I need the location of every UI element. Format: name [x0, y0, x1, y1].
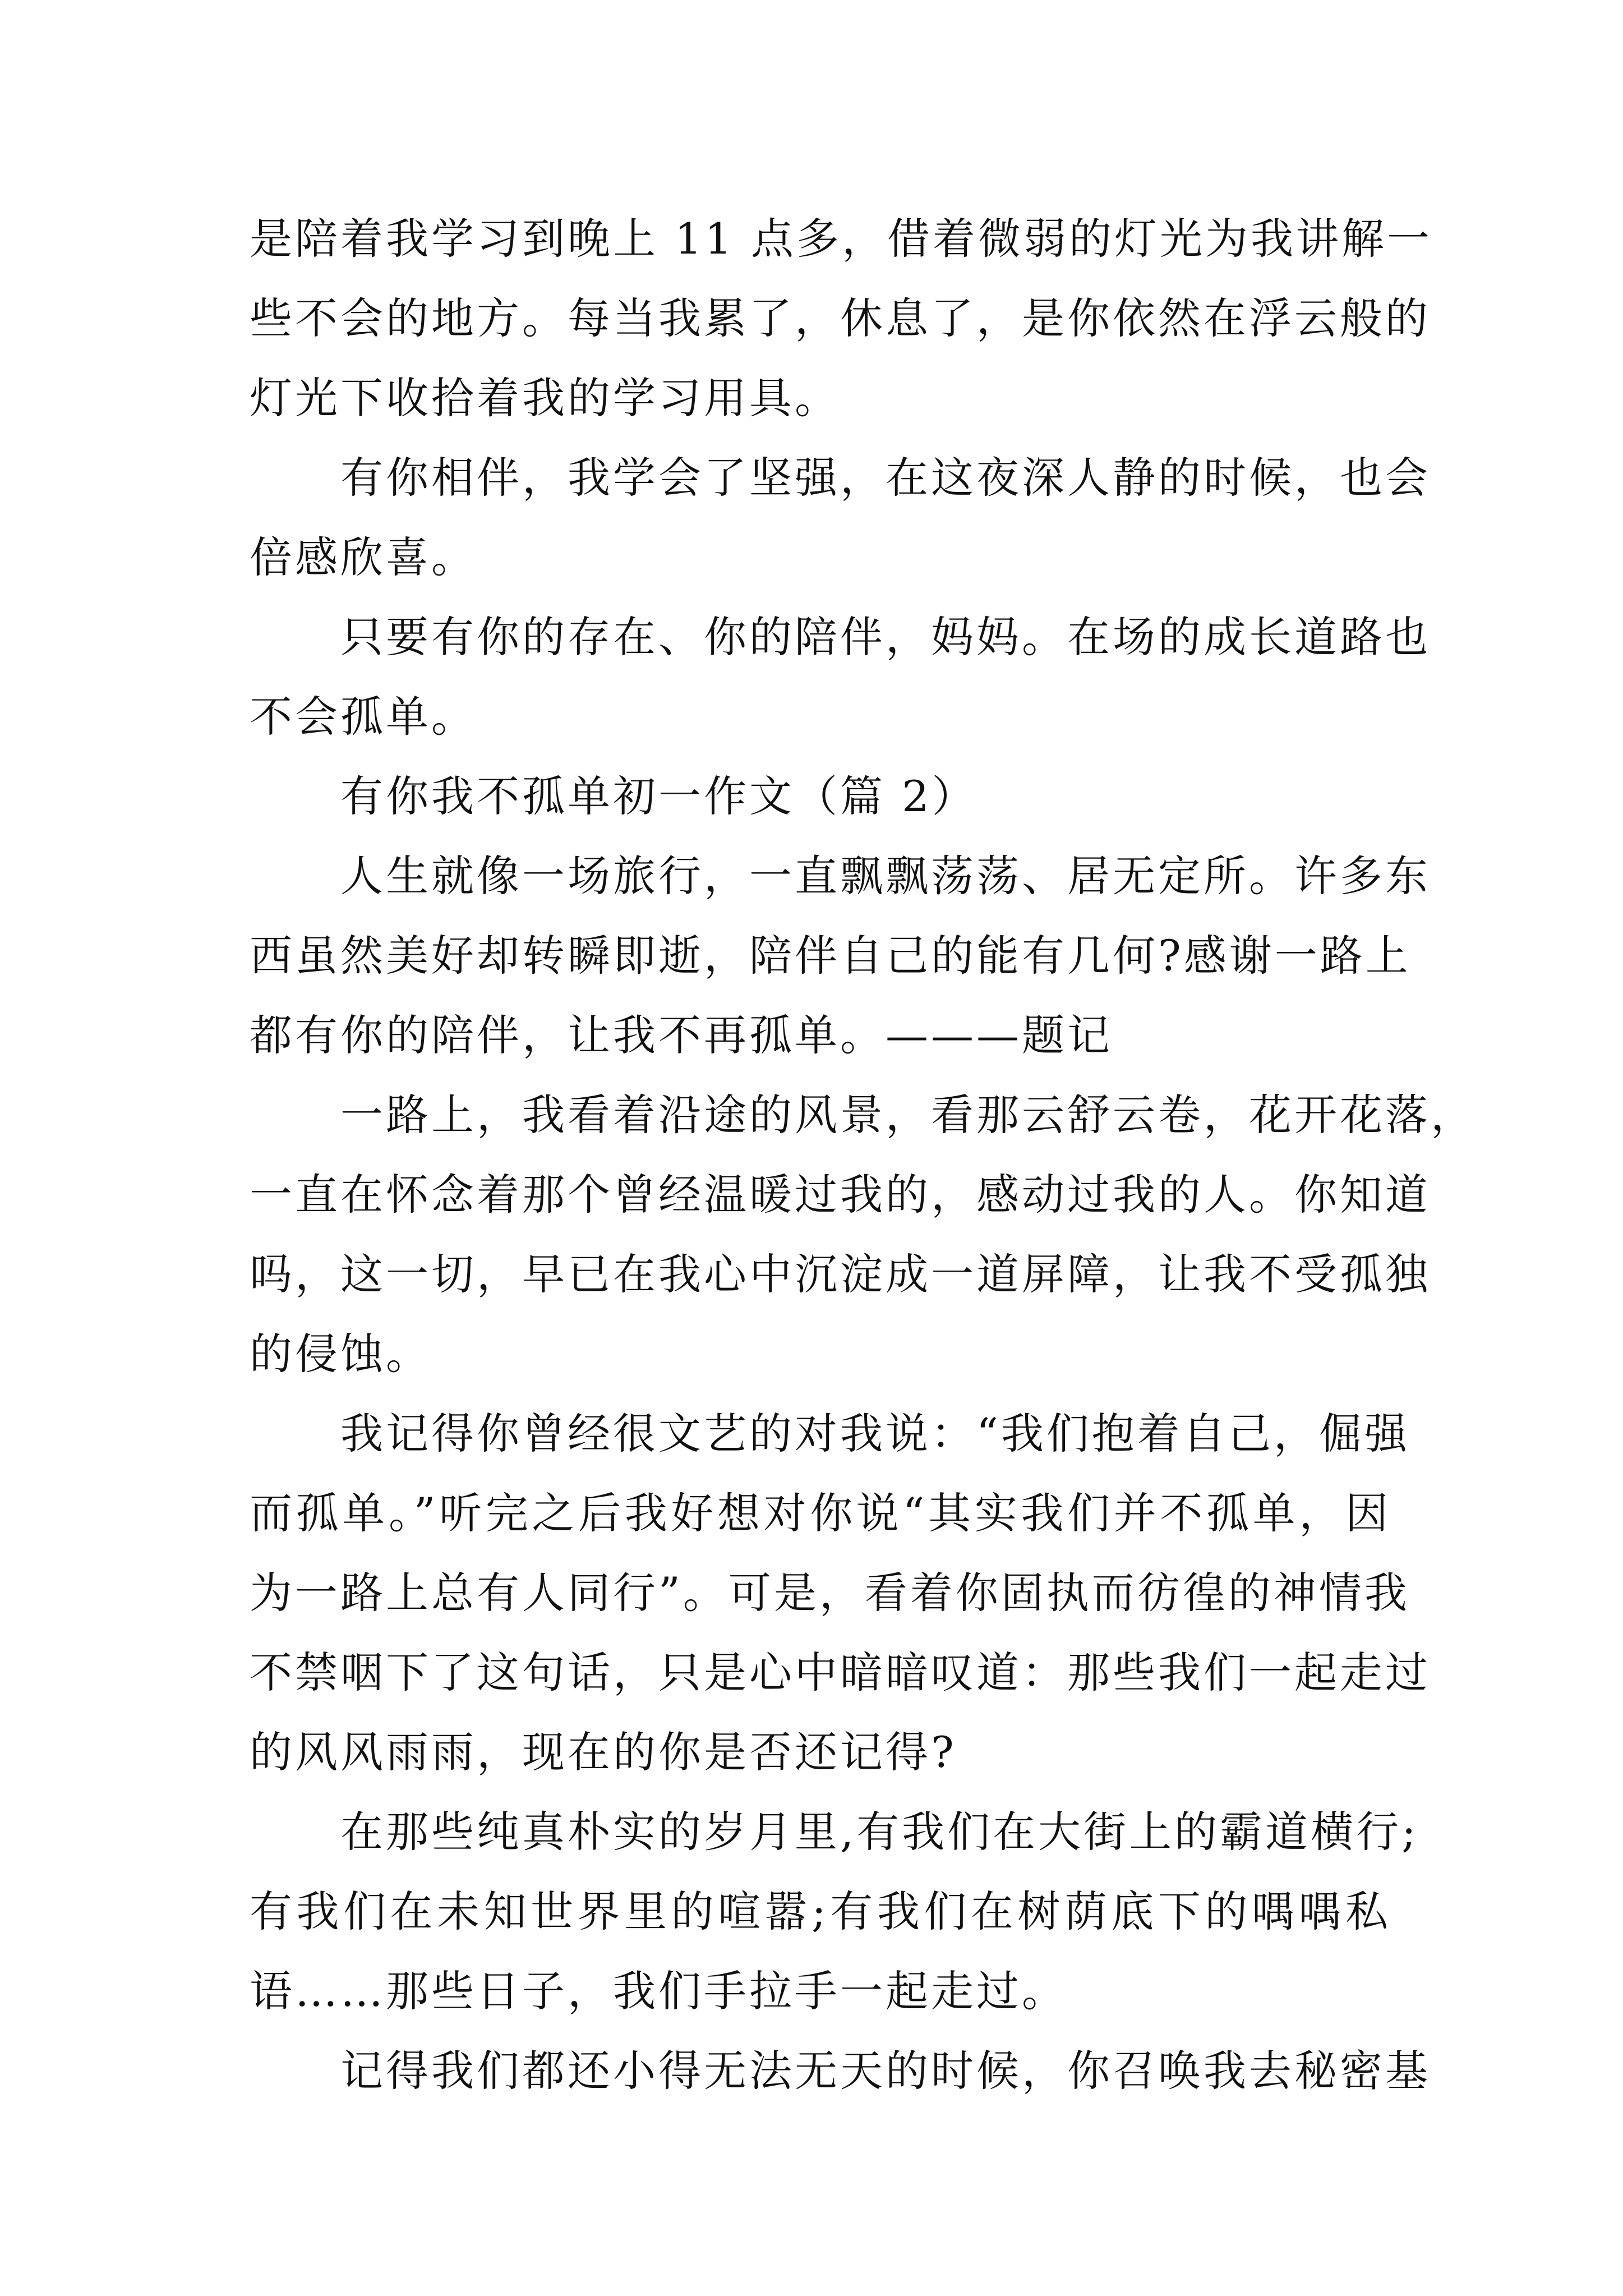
text-line: 一直在怀念着那个曾经温暖过我的，感动过我的人。你知道 — [250, 1170, 1431, 1220]
text-line: 人生就像一场旅行，一直飘飘荡荡、居无定所。许多东 — [340, 851, 1431, 901]
text-line: 的风风雨雨，现在的你是否还记得? — [250, 1727, 957, 1777]
text-line: 不禁咽下了这句话，只是心中暗暗叹道：那些我们一起走过 — [250, 1648, 1431, 1697]
text-line: 倍感欣喜。 — [250, 532, 477, 582]
text-line: 有我们在未知世界里的喧嚣;有我们在树荫底下的喁喁私 — [250, 1887, 1391, 1936]
text-line: 在那些纯真朴实的岁月里,有我们在大街上的霸道横行; — [340, 1807, 1419, 1857]
text-line: 不会孤单。 — [250, 692, 477, 742]
section-heading: 有你我不孤单初一作文（篇 2） — [340, 771, 978, 821]
text-line: 西虽然美好却转瞬即逝，陪伴自己的能有几何?感谢一路上 — [250, 931, 1411, 981]
text-line: 的侵蚀。 — [250, 1329, 431, 1379]
text-line: 灯光下收拾着我的学习用具。 — [250, 373, 840, 423]
text-line: 而孤单。”听完之后我好想对你说“其实我们并不孤单，因 — [250, 1488, 1391, 1538]
text-line: 为一路上总有人同行”。可是，看着你固执而彷徨的神情我 — [250, 1568, 1410, 1618]
text-line: 语……那些日子，我们手拉手一起走过。 — [250, 1966, 1067, 2016]
text-line: 有你相伴，我学会了坚强，在这夜深人静的时候，也会 — [340, 453, 1431, 503]
document-body — [250, 199, 1476, 2111]
text-line: 是陪着我学习到晚上 11 点多，借着微弱的灯光为我讲解一 — [250, 214, 1433, 264]
text-line: 记得我们都还小得无法无天的时候，你召唤我去秘密基 — [340, 2046, 1431, 2096]
text-line: 吗，这一切，早已在我心中沉淀成一道屏障，让我不受孤独 — [250, 1249, 1431, 1299]
text-line: 都有你的陪伴，让我不再孤单。———题记 — [250, 1010, 1113, 1060]
text-line: 些不会的地方。每当我累了，休息了，是你依然在浮云般的 — [250, 293, 1431, 343]
text-line: 只要有你的存在、你的陪伴，妈妈。在场的成长道路也 — [340, 612, 1431, 662]
text-line: 我记得你曾经很文艺的对我说：“我们抱着自己，倔强 — [340, 1409, 1410, 1458]
text-line: 一路上，我看着沿途的风景，看那云舒云卷，花开花落， — [340, 1090, 1476, 1140]
